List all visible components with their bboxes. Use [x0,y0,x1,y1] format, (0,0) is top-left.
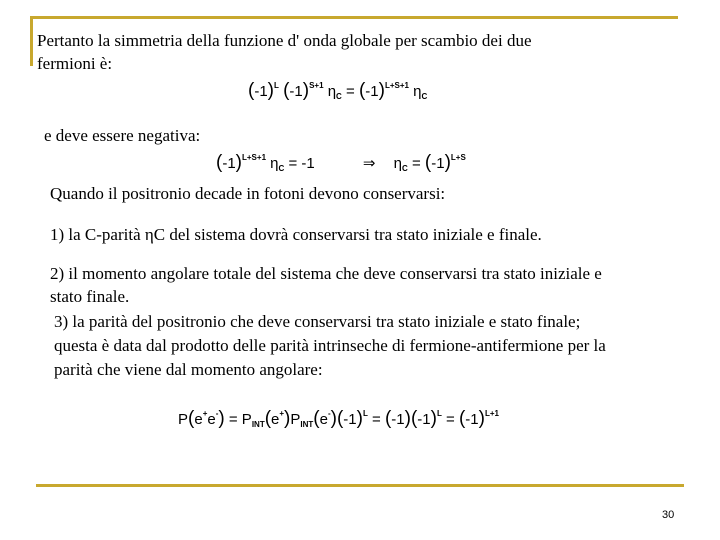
intro-line-2: fermioni è: [37,54,113,73]
item-3-line-1: 3) la parità del positronio che deve conservarsi tra stato iniziale e stato finale; [54,312,581,331]
equation-exchange-symmetry: $(-1)^L$ $(-1)^{S+1}$ $\eta_C = (-1)^{L+S+1}$ $\eta_C$ [248,80,428,101]
bottom-rule [36,484,684,487]
item-2-line-1: 2) il momento angolare totale del sistema che deve conservarsi tra stato iniziale e [50,264,602,283]
equation-c-parity: $(-1)^{L+S+1}$ $\eta_C = -1$ ⇒ $\eta_C = (-1)^{L+S}$ [216,152,466,173]
intro-line-1: Pertanto la simmetria della funzione d' onda globale per scambio dei due [37,31,532,50]
positronium-text: Quando il positronio decade in fotoni devono conservarsi: [50,184,446,203]
equation-parity: $P(e^+e^-) = P_{INT}(e^+)P_{INT}(e^-)(-1)^L = (-1)(-1)^L = (-1)^{L+1}$ [178,408,499,429]
item-2-line-2: stato finale. [50,287,130,306]
item-3-line-2: questa è data dal prodotto delle parità intrinseche di fermione-antifermione per la [54,336,606,355]
top-rule [30,16,678,19]
page-number: 30 [662,509,675,521]
item-3-line-3: parità che viene dal momento angolare: [54,360,323,379]
negative-text: e deve essere negativa: [44,126,201,145]
item-1: 1) la C-parità ηC del sistema dovrà conservarsi tra stato iniziale e finale. [50,225,542,244]
left-rule [30,16,33,66]
